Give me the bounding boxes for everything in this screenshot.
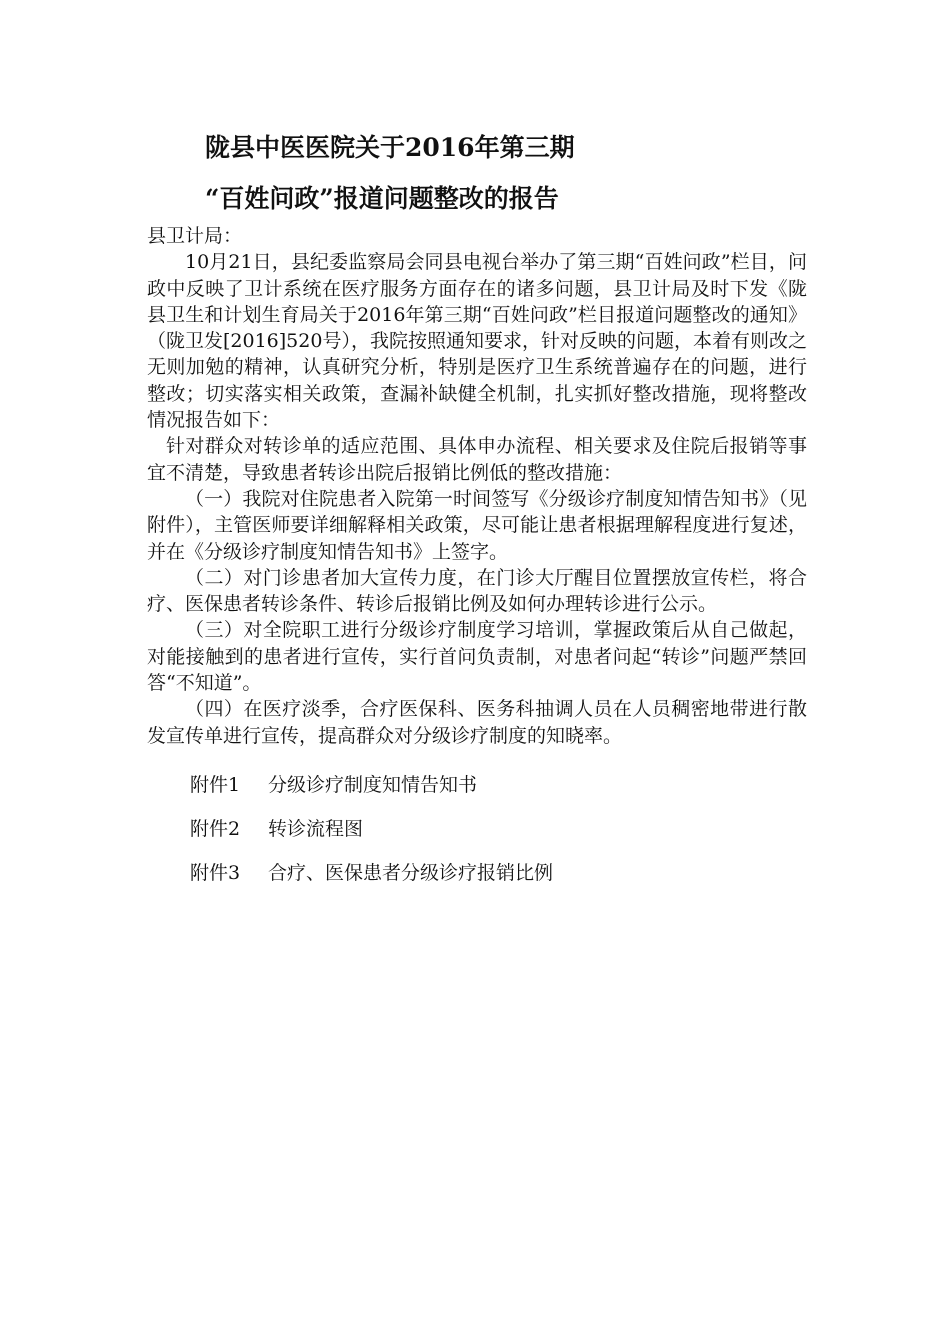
paragraph-measure-2: （二）对门诊患者加大宣传力度，在门诊大厅醒目位置摆放宣传栏，将合疗、医保患者转诊条件、转诊后报销比例及如何办理转诊进行公示。 — [147, 566, 807, 616]
attachment-name: 分级诊疗制度知情告知书 — [268, 774, 478, 796]
document-title-line2: “百姓问政”报道问题整改的报告 — [205, 184, 559, 213]
paragraph-measure-4: （四）在医疗淡季，合疗医保科、医务科抽调人员在人员稠密地带进行散发宣传单进行宣传，提高群众对分级诊疗制度的知晓率。 — [147, 698, 807, 747]
document-body — [147, 223, 807, 749]
attachment-label: 附件3 — [190, 862, 241, 884]
paragraph-measure-1: （一）我院对住院患者入院第一时间签写《分级诊疗制度知情告知书》（见附件），主管医师要详细解释相关政策，尽可能让患者根据理解程度进行复述，并在《分级诊疗制度知情告知书》上签字。 — [147, 487, 807, 563]
paragraph-issue: 针对群众对转诊单的适应范围、具体申办流程、相关要求及住院后报销等事宜不清楚，导致患者转诊出院后报销比例低的整改措施： — [147, 435, 807, 484]
attachment-name: 转诊流程图 — [268, 818, 364, 840]
attachment-item — [190, 772, 477, 798]
paragraph-measure-3: （三）对全院职工进行分级诊疗制度学习培训，掌握政策后从自己做起，对能接触到的患者进行宣传，实行首问负责制，对患者问起“转诊”问题严禁回答“不知道”。 — [147, 619, 807, 695]
attachment-label: 附件1 — [190, 774, 241, 796]
salutation: 县卫计局： — [147, 225, 243, 247]
document-title-line1: 陇县中医医院关于2016年第三期 — [205, 133, 575, 162]
paragraph-intro: 10月21日，县纪委监察局会同县电视台举办了第三期“百姓问政”栏目，问政中反映了卫计系统在医疗服务方面存在的诸多问题，县卫计局及时下发《陇县卫生和计划生育局关于2016年第三期“百姓问政”栏目报道问题整改的通知》（陇卫发[2016]520号），我院按照通知要求，针对反映的问题，本着有则改之无则加勉的精神，认真研究分析，特别是医疗卫生系统普遍存在的问题，进行整改；切实落实相关政策，查漏补缺健全机制，扎实抓好整改措施，现将整改情况报告如下： — [147, 251, 807, 432]
attachment-item — [190, 816, 363, 842]
attachment-item — [190, 860, 553, 886]
attachment-name: 合疗、医保患者分级诊疗报销比例 — [268, 862, 554, 884]
attachment-label: 附件2 — [190, 818, 241, 840]
